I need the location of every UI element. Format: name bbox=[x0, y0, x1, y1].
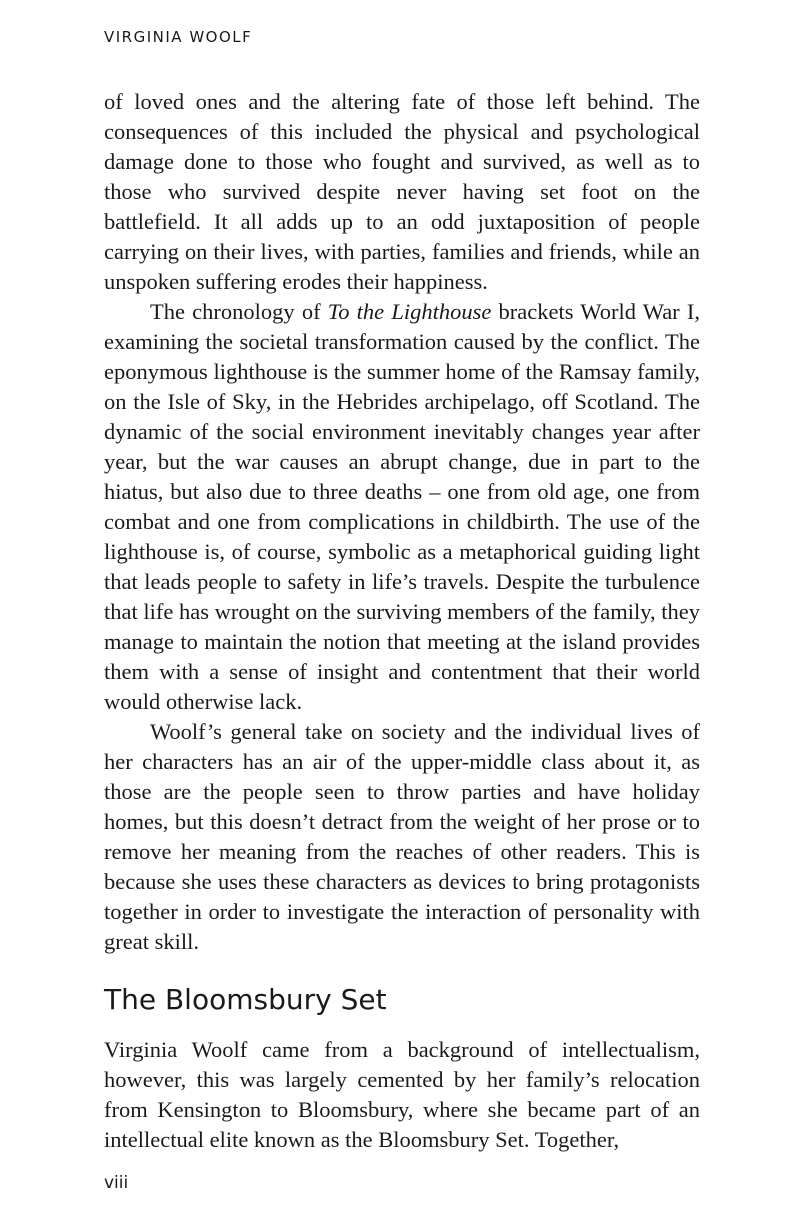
running-head: VIRGINIA WOOLF bbox=[104, 28, 253, 46]
section-body bbox=[104, 1035, 700, 1155]
section-heading: The Bloomsbury Set bbox=[104, 983, 387, 1016]
paragraph-society: Woolf’s general take on society and the individual lives of her characters has an air of the upper-middle class about it, as those are the people seen to throw parties and have holiday homes, but this doesn’t detract from the weight of her prose or to remove her meaning from the reaches of other readers. This is because she uses these characters as devices to bring protagonists together in order to investigate the interaction of personality with great skill. bbox=[104, 719, 700, 954]
paragraph-lighthouse-start: The chronology of bbox=[150, 299, 328, 324]
page-number: viii bbox=[104, 1173, 129, 1193]
paragraph-continued: of loved ones and the altering fate of those left behind. The consequences of this included the physical and psychological damage done to those who fought and survived, as well as to those who survived despite never having set foot on the battlefield. It all adds up to an odd juxtaposition of people carrying on their lives, with parties, families and friends, while an unspoken suffering erodes their happiness. bbox=[104, 89, 700, 294]
book-title: To the Lighthouse bbox=[327, 299, 492, 324]
body-text bbox=[104, 87, 700, 957]
paragraph-lighthouse bbox=[104, 297, 700, 717]
paragraph-bloomsbury: Virginia Woolf came from a background of intellectualism, however, this was largely cemented by her family’s relocation from Kensington to Bloomsbury, where she became part of an intellectual elite known as the Bloomsbury Set. Together, bbox=[104, 1037, 700, 1152]
paragraph-lighthouse-rest: brackets World War I, examining the societal transformation caused by the conflict. The eponymous lighthouse is the summer home of the Ramsay family, on the Isle of Sky, in the Hebrides archipelago, off Scotland. The dynamic of the social environment inevitably changes year after year, but the war causes an abrupt change, due in part to the hiatus, but also due to three deaths – one from old age, one from combat and one from complications in childbirth. The use of the lighthouse is, of course, symbolic as a metaphorical guiding light that leads people to safety in life’s travels. Despite the turbulence that life has wrought on the surviving members of the family, they manage to maintain the notion that meeting at the island provides them with a sense of insight and contentment that their world would otherwise lack. bbox=[104, 299, 700, 714]
